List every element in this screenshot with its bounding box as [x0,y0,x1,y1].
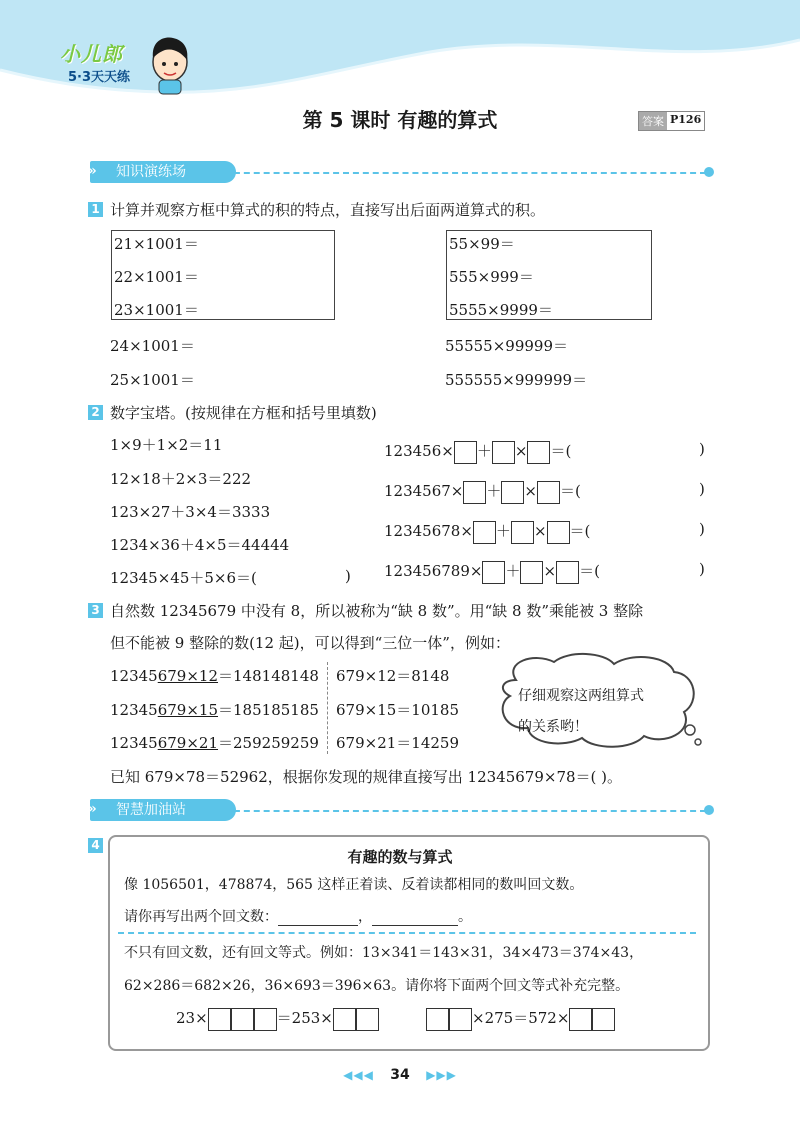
q2-fill-row [384,520,590,544]
blank-box[interactable] [537,481,560,504]
equals-open: ＝( [550,442,572,460]
blank-box[interactable] [426,1008,449,1031]
question-number-4: 4 [88,838,103,853]
blank-box[interactable] [356,1008,379,1031]
blank-box[interactable] [511,521,534,544]
q1-right-extra: 555555×999999＝ [445,371,588,389]
plus-sign: ＋ [495,522,511,540]
left-arrows-icon: ◀◀◀ [343,1068,374,1082]
q3-example-left [110,732,319,753]
equals-open: ＝( [559,482,581,500]
q3-left-post: ＝185185185 [218,701,319,719]
blank-box[interactable] [527,441,550,464]
bubble-line: 的关系哟！ [518,719,588,735]
q3-divider [327,662,328,754]
q1-left-line: 23×1001＝ [114,301,199,319]
right-arrows-icon: ▶▶▶ [426,1068,457,1082]
q2-fill-row [384,560,600,584]
blank-box[interactable] [569,1008,592,1031]
divider-dot-icon [704,805,714,815]
q3-left-pre: 12345 [110,734,158,752]
section-title-practice: 知识演练场 [116,164,186,180]
arrow-icon: » [88,801,97,817]
q3-left-underlined: 679×15 [157,701,219,719]
blank-box[interactable] [547,521,570,544]
q1-left-line: 22×1001＝ [114,268,199,286]
q1-right-line: 555×999＝ [449,268,534,286]
q2-pyramid-line: 12345×45＋5×6＝( [110,569,257,587]
brand-logo-bottom: 5·3天天练 [68,70,131,85]
close-paren: ) [699,480,705,498]
section-banner-wisdom [90,799,236,821]
q2-pyramid-line: 1×9＋1×2＝11 [110,436,223,454]
q3-left-pre: 12345 [110,667,158,685]
q4-line2-text: 请你再写出两个回文数： [124,909,278,925]
q3-example-left [110,699,319,720]
divider-dot-icon [704,167,714,177]
q3-left-post: ＝148148148 [218,667,319,685]
q3-prompt-line1: 自然数 12345679 中没有 8，所以被称为“缺 8 数”。用“缺 8 数”乘能被 3 整除 [110,602,644,620]
answer-key-page: P126 [670,113,702,126]
blank-box[interactable] [449,1008,472,1031]
equals-open: ＝( [579,562,600,580]
question-number-3: 3 [88,603,103,618]
question-number-1: 1 [88,202,103,217]
period: 。 [458,909,472,925]
blank-box[interactable] [482,561,505,584]
section-divider [224,172,706,174]
close-paren: ) [699,520,705,538]
plus-sign: ＋ [476,442,492,460]
comma: ， [358,909,372,925]
times-sign: × [514,442,528,460]
answer-key-label: 答案 [639,112,667,130]
q2-fill-row [384,440,571,464]
eq-text: ＝253× [276,1009,333,1027]
q2-fill-prefix: 12345678× [384,522,473,540]
blank-box[interactable] [454,441,477,464]
close-paren: ) [699,440,705,458]
q3-example-right: 679×15＝10185 [336,701,460,719]
bubble-text [518,681,644,743]
boy-mascot-icon [145,30,195,96]
q1-right-line: 5555×9999＝ [449,301,553,319]
q1-left-extra: 24×1001＝ [110,337,195,355]
q3-left-underlined: 679×21 [157,734,219,752]
q2-fill-prefix: 123456× [384,442,454,460]
plus-sign: ＋ [505,562,521,580]
q4-equation-2 [426,1007,615,1031]
q2-close-paren: ) [345,567,351,585]
q4-line4: 62×286＝682×26，36×693＝396×63。请你将下面两个回文等式补充完整。 [124,978,630,994]
blank-box[interactable] [333,1008,356,1031]
q3-example-right: 679×12＝8148 [336,667,450,685]
brand-logo-top: 小儿郎 [60,42,123,66]
q3-left-post: ＝259259259 [218,734,319,752]
section-divider [224,810,706,812]
blank-box[interactable] [501,481,524,504]
q3-prompt-line2: 但不能被 9 整除的数(12 起)，可以得到“三位一体”，例如： [110,634,510,652]
blank-box[interactable] [231,1008,254,1031]
times-sign: × [533,522,547,540]
section-banner-practice [90,161,236,183]
times-sign: × [543,562,557,580]
blank-box[interactable] [463,481,486,504]
q2-fill-prefix: 123456789× [384,562,483,580]
page-number: 34 [390,1067,410,1083]
question-number-2: 2 [88,405,103,420]
q1-right-line: 55×99＝ [449,235,515,253]
q4-title: 有趣的数与算式 [347,848,453,866]
q2-pyramid-line: 123×27＋3×4＝3333 [110,503,271,521]
q3-example-left [110,665,319,686]
blank-box[interactable] [208,1008,231,1031]
equals-open: ＝( [569,522,591,540]
q1-right-extra: 55555×99999＝ [445,337,569,355]
blank-box[interactable] [592,1008,615,1031]
q4-equation-1 [176,1007,379,1031]
blank-box[interactable] [254,1008,277,1031]
q2-pyramid-line: 12×18＋2×3＝222 [110,470,252,488]
bubble-line: 仔细观察这两组算式 [518,688,644,704]
q3-left-pre: 12345 [110,701,158,719]
arrow-icon: » [88,163,97,179]
eq-text: ×275＝572× [472,1009,570,1027]
answer-blank[interactable] [278,909,358,926]
answer-key-ref [638,111,705,131]
close-paren: ) [699,560,705,578]
section-title-wisdom: 智慧加油站 [116,802,186,818]
q1-left-line: 21×1001＝ [114,235,199,253]
blank-box[interactable] [556,561,579,584]
q2-pyramid-line: 1234×36＋4×5＝44444 [110,536,290,554]
eq-text: 23× [176,1009,208,1027]
q1-left-extra: 25×1001＝ [110,371,195,389]
q1-prompt: 计算并观察方框中算式的积的特点，直接写出后面两道算式的积。 [110,201,546,219]
q4-divider [118,932,696,934]
q3-left-underlined: 679×12 [157,667,219,685]
q4-line2 [124,906,472,926]
answer-blank[interactable] [372,909,458,926]
times-sign: × [524,482,537,500]
q3-example-right: 679×21＝14259 [336,734,460,752]
q2-fill-prefix: 1234567× [384,482,464,500]
blank-box[interactable] [492,441,515,464]
plus-sign: ＋ [486,482,502,500]
q4-line1: 像 1056501，478874，565 这样正着读、反着读都相同的数叫回文数。 [124,877,584,893]
blank-box[interactable] [473,521,496,544]
q2-fill-row [384,480,581,504]
page-footer [0,1067,800,1083]
q2-prompt: 数字宝塔。(按规律在方框和括号里填数) [110,404,377,422]
q4-line3: 不只有回文数，还有回文等式。例如：13×341＝143×31，34×473＝374×43， [124,945,644,961]
lesson-title: 第 5 课时 有趣的算式 [302,108,498,132]
blank-box[interactable] [520,561,543,584]
q3-final-prompt: 已知 679×78＝52962，根据你发现的规律直接写出 12345679×78＝( )。 [110,768,623,786]
